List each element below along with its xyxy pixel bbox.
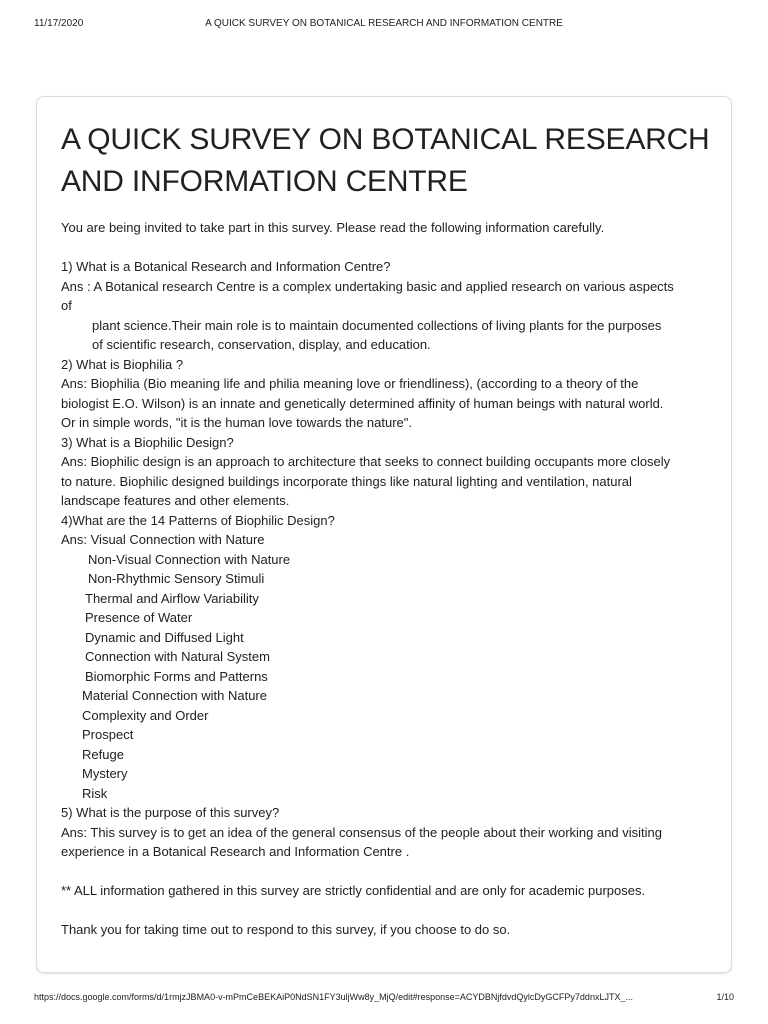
confidentiality-note: ** ALL information gathered in this survey are strictly confidential and are only for academic purposes. (61, 883, 646, 898)
answer-3-line: to nature. Biophilic designed buildings incorporate things like natural lighting and ventilation, natural (61, 473, 632, 489)
pattern-item: Risk (82, 785, 108, 801)
form-title-line: AND INFORMATION CENTRE (61, 165, 468, 198)
pattern-item: Complexity and Order (82, 707, 209, 723)
pattern-item: Refuge (82, 746, 124, 762)
answer-1-line: Ans : A Botanical research Centre is a complex undertaking basic and applied research on various aspects (61, 278, 674, 294)
answer-3-line: Ans: Biophilic design is an approach to architecture that seeks to connect building occupants more closely (61, 454, 671, 469)
pattern-item: Biomorphic Forms and Patterns (85, 668, 268, 684)
pattern-item: Presence of Water (85, 610, 193, 625)
answer-2-line: biologist E.O. Wilson) is an innate and genetically determined affinity of human beings with natural world. (61, 395, 664, 411)
question-1: 1) What is a Botanical Research and Information Centre? (61, 259, 391, 274)
form-description (61, 218, 707, 940)
print-page-number: 1/10 (716, 992, 734, 1002)
print-url: https://docs.google.com/forms/d/1rmjzJBMA0-v-mPmCeBEKAiP0NdSN1FY3uljWw8y_MjQ/edit#response=ACYDBNjfdvdQylcDyGCFPy7ddnxLJTX_... (34, 992, 633, 1002)
print-title: A QUICK SURVEY ON BOTANICAL RESEARCH AND INFORMATION CENTRE (205, 18, 563, 29)
answer-2-line: Ans: Biophilia (Bio meaning life and philia meaning love or friendliness), (according to a theory of the (61, 376, 639, 391)
spacer (61, 901, 707, 921)
pattern-item: Dynamic and Diffused Light (85, 629, 244, 645)
form-header-card (36, 96, 732, 973)
intro-text: You are being invited to take part in this survey. Please read the following information carefully. (61, 220, 605, 235)
pattern-item: Ans: Visual Connection with Nature (61, 532, 265, 547)
print-header (34, 18, 734, 32)
answer-3-line: landscape features and other elements. (61, 493, 290, 508)
pattern-item: Mystery (82, 766, 128, 781)
spacer (61, 238, 707, 258)
answer-1-line: of scientific research, conservation, display, and education. (92, 337, 431, 352)
answer-5-line: Ans: This survey is to get an idea of the general consensus of the people about their working and visiting (61, 824, 663, 840)
spacer (61, 862, 707, 882)
question-2: 2) What is Biophilia ? (61, 356, 184, 372)
thank-you-note: Thank you for taking time out to respond to this survey, if you choose to do so. (61, 922, 511, 937)
pattern-item: Material Connection with Nature (82, 688, 267, 703)
question-5: 5) What is the purpose of this survey? (61, 805, 280, 820)
answer-1-line: of (61, 298, 72, 313)
question-4: 4)What are the 14 Patterns of Biophilic Design? (61, 512, 335, 528)
pattern-item: Prospect (82, 727, 134, 742)
answer-2-line: Or in simple words, "it is the human love towards the nature". (61, 415, 412, 430)
pattern-item: Thermal and Airflow Variability (85, 590, 259, 606)
answer-5-line: experience in a Botanical Research and Information Centre . (61, 844, 410, 859)
answer-1-line: plant science.Their main role is to maintain documented collections of living plants for the purposes (92, 317, 662, 333)
print-date: 11/17/2020 (34, 18, 84, 29)
form-title-line: A QUICK SURVEY ON BOTANICAL RESEARCH (61, 123, 710, 156)
print-footer (34, 992, 734, 1006)
pattern-item: Non-Visual Connection with Nature (88, 551, 291, 567)
pattern-item: Non-Rhythmic Sensory Stimuli (88, 571, 265, 586)
question-3: 3) What is a Biophilic Design? (61, 434, 234, 450)
form-title (61, 119, 710, 203)
pattern-item: Connection with Natural System (85, 649, 270, 664)
